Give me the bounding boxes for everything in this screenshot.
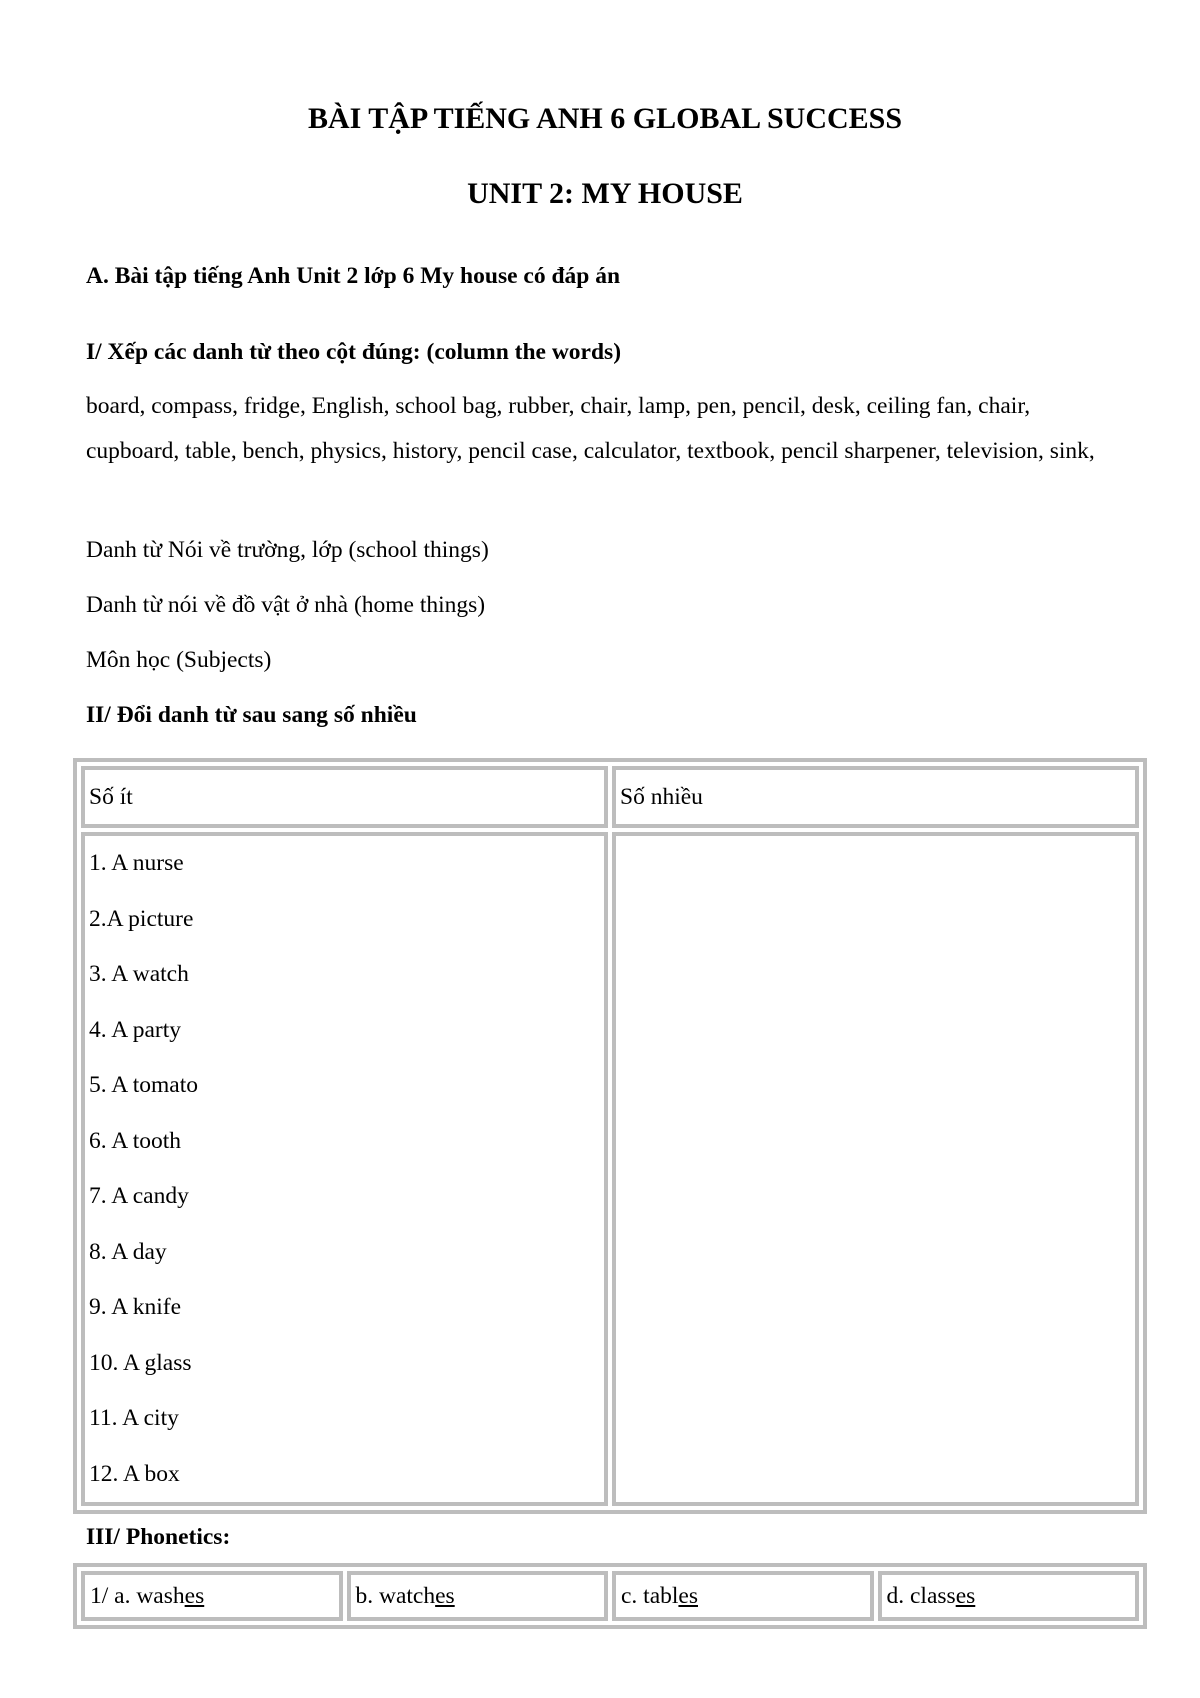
list-item: 4. A party xyxy=(89,1016,182,1043)
list-item: 1. A nurse xyxy=(89,850,184,876)
category-home-things: Danh từ nói về đồ vật ở nhà (home things) xyxy=(86,592,486,618)
plural-table xyxy=(73,758,1147,1514)
table-row xyxy=(81,1571,1139,1621)
list-item: 6. A tooth xyxy=(89,1127,182,1154)
list-item: 5. A tomato xyxy=(89,1072,199,1098)
list-item: 11. A city xyxy=(89,1405,179,1431)
phonetics-option-d[interactable]: d. classes xyxy=(878,1571,1140,1621)
exercise-1-heading: I/ Xếp các danh từ theo cột đúng: (column the words) xyxy=(86,339,622,365)
header-plural: Số nhiều xyxy=(612,766,1139,828)
exercise-3-heading: III/ Phonetics: xyxy=(86,1524,231,1550)
list-item: 8. A day xyxy=(89,1238,167,1265)
table-body-row xyxy=(81,832,1139,1506)
phonetics-option-c[interactable]: c. tables xyxy=(612,1571,874,1621)
unit-title: UNIT 2: MY HOUSE xyxy=(467,177,743,210)
list-item: 7. A candy xyxy=(89,1183,189,1209)
table-header-row xyxy=(81,766,1139,828)
phonetics-option-b[interactable]: b. watches xyxy=(347,1571,609,1621)
list-item: 12. A box xyxy=(89,1460,180,1487)
list-item: 3. A watch xyxy=(89,961,189,987)
header-singular: Số ít xyxy=(81,766,608,828)
phonetics-option-a[interactable]: 1/ a. washes xyxy=(81,1571,343,1621)
singular-list xyxy=(89,836,600,1502)
list-item: 9. A knife xyxy=(89,1294,182,1320)
document-title: BÀI TẬP TIẾNG ANH 6 GLOBAL SUCCESS xyxy=(307,102,903,135)
plural-answer-cell[interactable] xyxy=(612,832,1139,1506)
singular-cell xyxy=(81,832,608,1506)
phonetics-table xyxy=(73,1563,1147,1629)
exercise-2-heading: II/ Đổi danh từ sau sang số nhiều xyxy=(86,702,417,728)
category-subjects: Môn học (Subjects) xyxy=(86,647,272,673)
list-item: 2.A picture xyxy=(89,905,194,932)
list-item: 10. A glass xyxy=(89,1349,192,1376)
word-list: board, compass, fridge, English, school bag, rubber, chair, lamp, pen, pencil, desk, ceiling fan, chair, cupboard, table, bench, physics, history, pencil case, calculator, textbook, pencil sharpener, television, sink, xyxy=(86,393,1095,464)
section-a-heading: A. Bài tập tiếng Anh Unit 2 lớp 6 My house có đáp án xyxy=(86,263,621,289)
category-school-things: Danh từ Nói về trường, lớp (school things) xyxy=(86,537,489,563)
